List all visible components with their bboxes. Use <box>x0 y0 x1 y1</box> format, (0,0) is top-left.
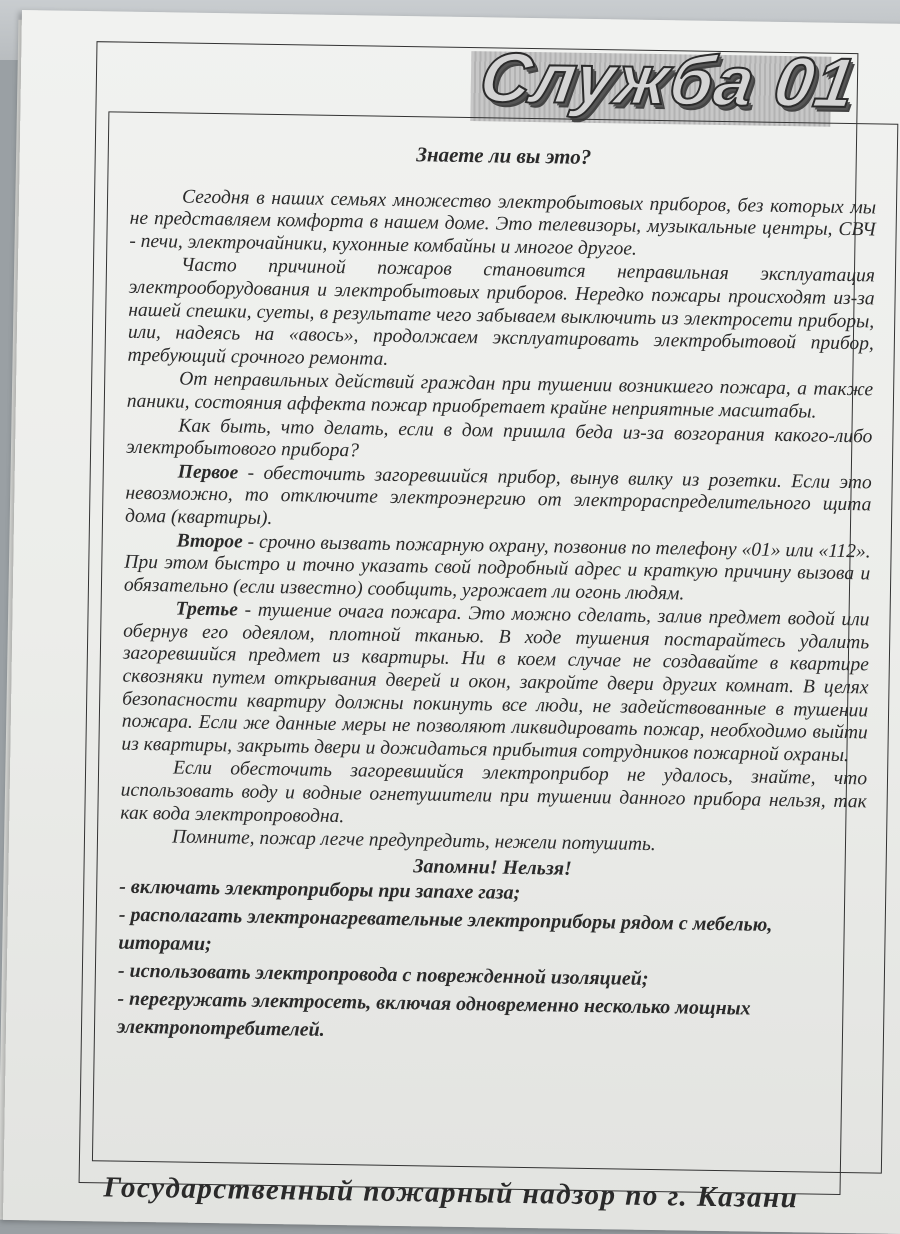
article-heading: Знаете ли вы это? <box>416 142 592 169</box>
prohibition-item: - использовать электропровода с поврежденной изоляцией; <box>117 960 649 991</box>
step-lead: Третье <box>175 598 239 621</box>
step-first-paragraph: Первое - обесточить загоревшийся прибор, вынув вилку из розетки. Если это невозможно, то отключите электроэнергию от электрораспределительного щита дома (квартиры). <box>124 461 872 529</box>
article-box <box>92 111 898 1173</box>
paragraph: Как быть, что делать, если в дом пришла беда из-за возгорания какого-либо электробытового прибора? <box>125 415 873 462</box>
paragraph: Часто причиной пожаров становится неправильная эксплуатация электрооборудования и электробытовых приборов. Нередко пожары происходят из-за нашей спешки, суеты, в результате чего забываем выключить из электросети приборы, или, надеясь на «авось», продолжаем эксплуатировать электробытовой прибор, требующий срочного ремонта. <box>127 254 876 370</box>
document-sheet <box>3 10 900 1234</box>
step-second-paragraph: Второе - срочно вызвать пожарную охрану, позвонив по телефону «01» или «112». При этом быстро и точно указать свой подробный адрес и краткую причину вызова и обязательно (если известно) сообщить, угрожает ли огонь людям. <box>123 529 871 605</box>
remember-title: Запомни! Нельзя! <box>413 855 572 880</box>
footer-signature: Государственный пожарный надзор по г. Казани <box>103 1171 799 1215</box>
prohibition-item: - перегружать электросеть, включая одновременно несколько мощных электропотребителей. <box>116 988 751 1042</box>
paragraph: Сегодня в наших семьях множество электробытовых приборов, без которых мы не представляем комфорта в нашем доме. Это телевизоры, музыкальные центры, СВЧ - печи, электрочайники, кухонные комбайны и многое другое. <box>129 186 877 260</box>
step-lead: Первое <box>177 461 239 484</box>
paragraph: Если обесточить загоревшийся электроприбор не удалось, знайте, что использовать воду и водные огнетушители при тушении данного прибора нельзя, так как вода электропроводна. <box>120 757 868 827</box>
step-lead: Второе <box>176 529 243 553</box>
banner-title: Служба 01 <box>474 38 861 123</box>
prohibition-item: - располагать электронагревательные электроприборы рядом с мебелью, шторами; <box>118 904 773 956</box>
paragraph: Помните, пожар легче предупредить, нежели потушить. <box>171 826 656 856</box>
step-third-paragraph: Третье - тушение очага пожара. Это можно сделать, залив предмет водой или обернув его одеялом, плотной тканью. В ходе тушения постарайтесь удалить загоревшийся предмет из квартиры. Ни в коем случае не создавайте в квартире сквозняки путем открывания дверей и окон, закройте двери других комнат. В целях безопасности квартиру должны покинуть все люди, не задействованные в тушении пожара. Если же данные меры не позволяют ликвидировать пожар, необходимо выйти из квартиры, закрыть двери и дожидаться прибытия сотрудников пожарной охраны. <box>121 598 870 766</box>
prohibition-item: - включать электроприборы при запахе газа; <box>119 876 521 905</box>
paragraph: От неправильных действий граждан при тушении возникшего пожара, а также паники, состояния аффекта пожар приобретает крайне неприятные масштабы. <box>126 368 874 423</box>
